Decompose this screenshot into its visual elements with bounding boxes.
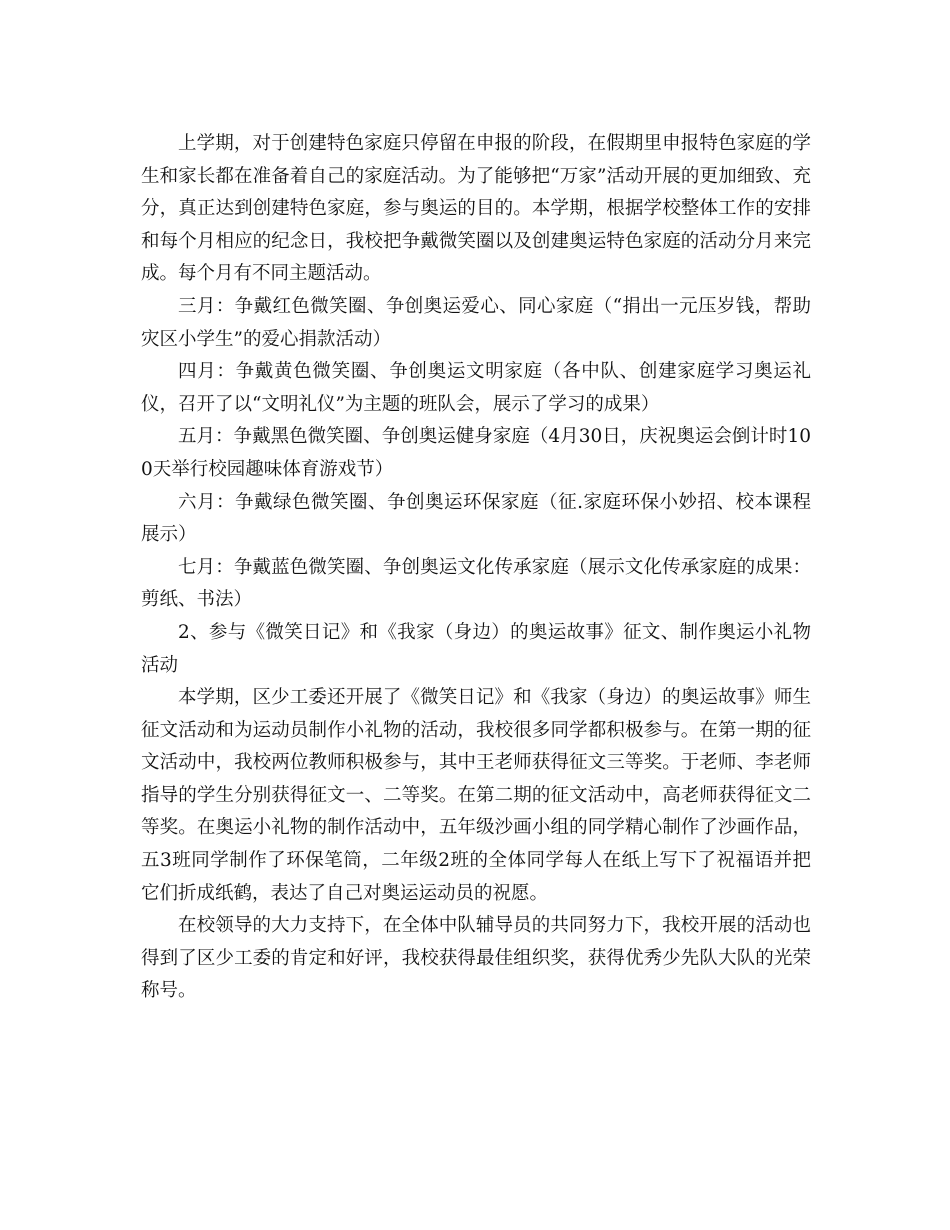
- paragraph-conclusion: 在校领导的大力支持下，在全体中队辅导员的共同努力下，我校开展的活动也得到了区少工委的肯定和好评，我校获得最佳组织奖，获得优秀少先队大队的光荣称号。: [141, 915, 811, 1002]
- paragraph-essay-activities: 本学期，区少工委还开展了《微笑日记》和《我家（身边）的奥运故事》师生征文活动和为运动员制作小礼物的活动，我校很多同学都积极参与。在第一期的征文活动中，我校两位教师积极参与，其中王老师获得征文三等奖。于老师、李老师指导的学生分别获得征文一、二等奖。在第二期的征文活动中，高老师获得征文二等奖。在奥运小礼物的制作活动中，五年级沙画小组的同学精心制作了沙画作品，五3班同学制作了环保笔筒，二年级2班的全体同学每人在纸上写下了祝福语并把它们折成纸鹤，表达了自己对奥运运动员的祝愿。: [141, 687, 811, 904]
- document-body: [141, 128, 811, 1008]
- paragraph-may: 五月：争戴黑色微笑圈、争创奥运健身家庭（4月30日，庆祝奥运会倒计时100天举行校园趣味体育游戏节）: [141, 426, 811, 480]
- paragraph-april: 四月：争戴黄色微笑圈、争创奥运文明家庭（各中队、创建家庭学习奥运礼仪，召开了以“文明礼仪”为主题的班队会，展示了学习的成果）: [141, 361, 811, 415]
- paragraph-june: 六月：争戴绿色微笑圈、争创奥运环保家庭（征.家庭环保小妙招、校本课程展示）: [141, 491, 811, 546]
- paragraph-section-2-heading: 2、参与《微笑日记》和《我家（身边）的奥运故事》征文、制作奥运小礼物活动: [141, 621, 811, 676]
- paragraph-march: 三月：争戴红色微笑圈、争创奥运爱心、同心家庭（“捐出一元压岁钱，帮助灾区小学生”的爱心捐款活动）: [141, 295, 811, 350]
- paragraph-intro: 上学期，对于创建特色家庭只停留在申报的阶段，在假期里申报特色家庭的学生和家长都在准备着自己的家庭活动。为了能够把“万家”活动开展的更加细致、充分，真正达到创建特色家庭，参与奥运的目的。本学期，根据学校整体工作的安排和每个月相应的纪念日，我校把争戴微笑圈以及创建奥运特色家庭的活动分月来完成。每个月有不同主题活动。: [141, 133, 811, 285]
- paragraph-july: 七月：争戴蓝色微笑圈、争创奥运文化传承家庭（展示文化传承家庭的成果：剪纸、书法）: [141, 556, 811, 611]
